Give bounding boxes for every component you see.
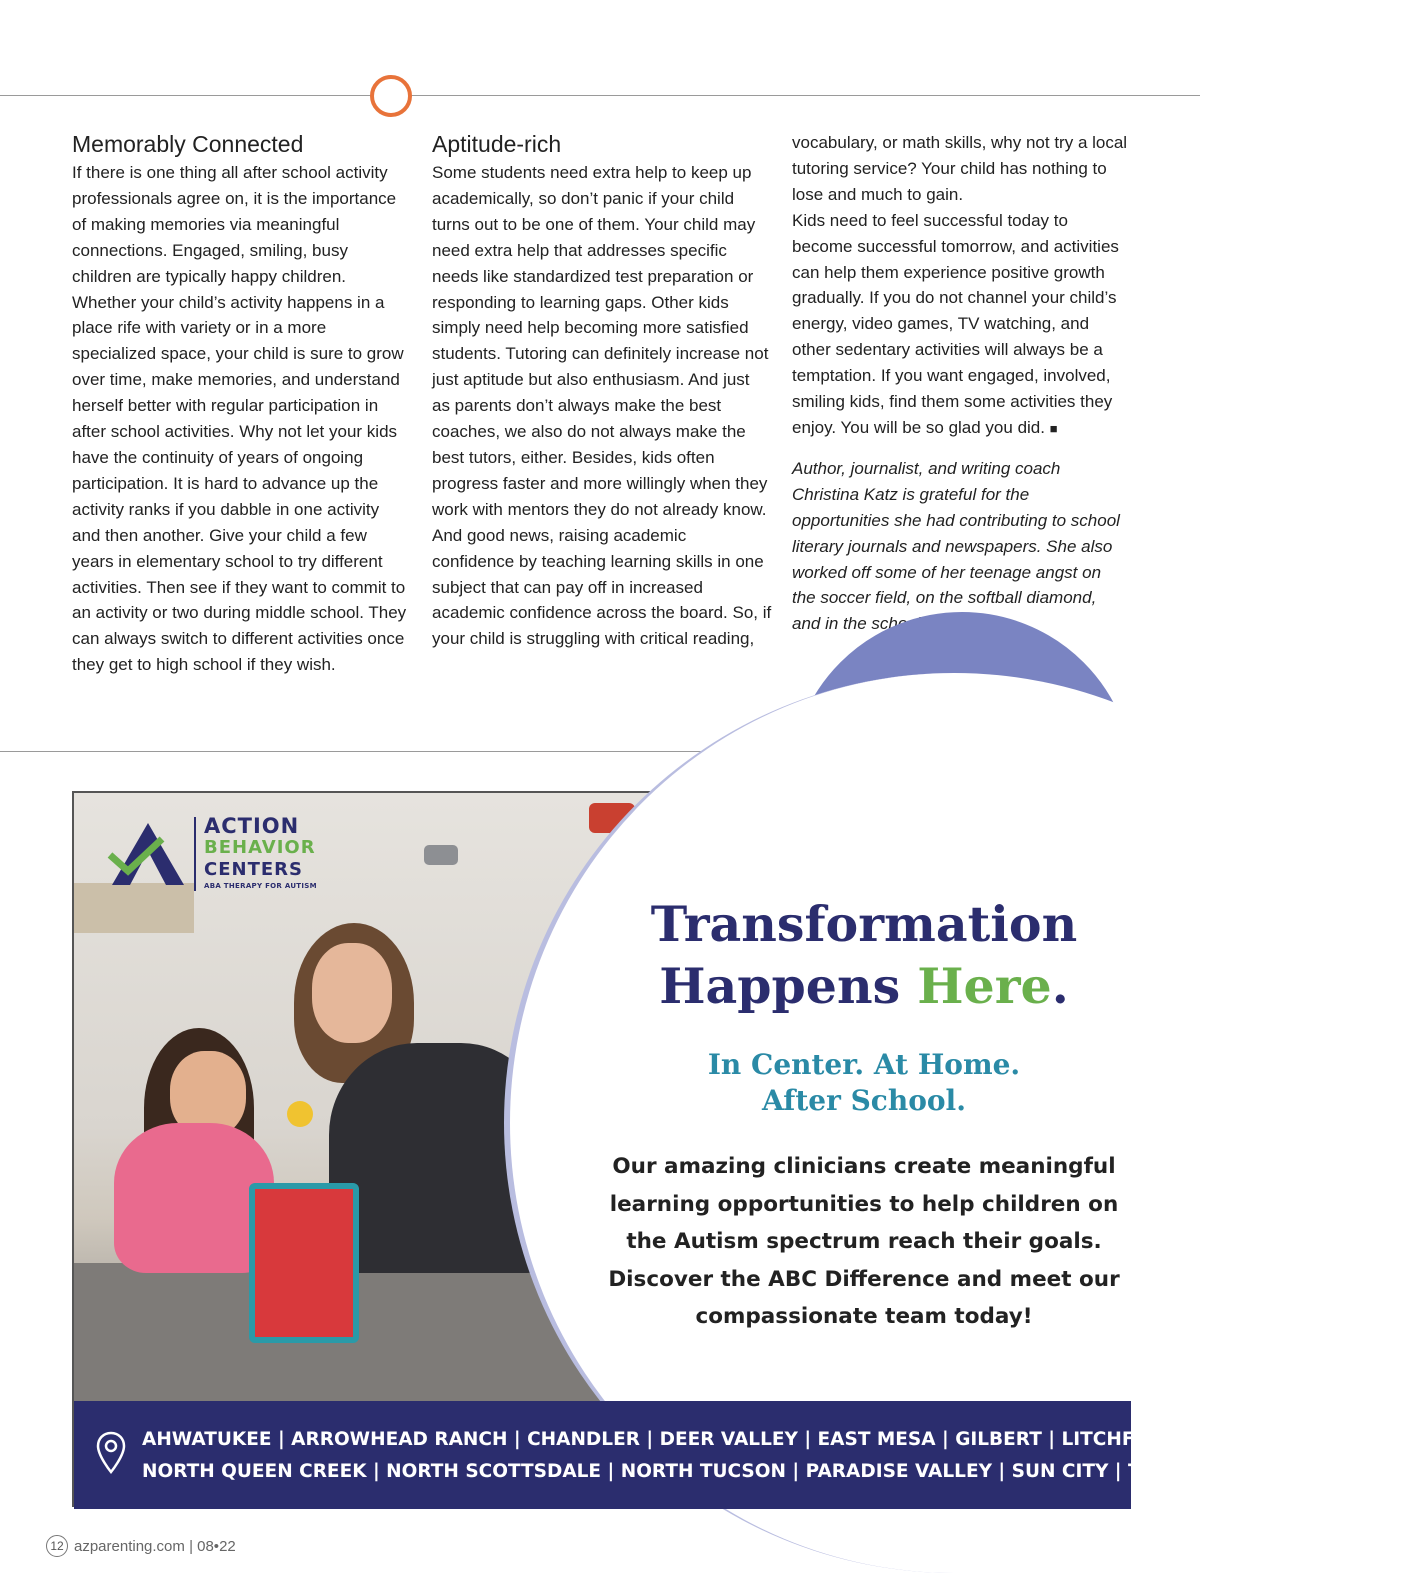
page-number: 12 — [46, 1535, 68, 1557]
logo-line-centers: CENTERS — [204, 859, 303, 880]
body-line: learning opportunities to help children on — [609, 1191, 1119, 1217]
logo-tagline: ABA THERAPY FOR AUTISM — [204, 882, 317, 890]
end-mark: ■ — [1049, 420, 1058, 436]
advertisement-action-behavior-centers[interactable] — [72, 791, 1243, 1507]
section-body-conclusion — [792, 208, 1132, 442]
section-body: Some students need extra help to keep up academically, so don’t panic if your child turns out to be one of them. Your child may need extra help that addresses specific needs like standardized test preparation or responding to learning gaps. Other kids simply need help becoming more satisfied students. Tutoring can definitely increase not just aptitude but also enthusiasm. And just as parents don’t always make the best coaches, we also do not always make the best tutors, either. Besides, kids often progress faster and more willingly when they work with mentors they do not already know. And good news, raising academic confidence by teaching learning skills in one subject that can pay off in increased academic confidence across the board. So, if your child is struggling with critical reading, — [432, 163, 772, 649]
headline-here: Here — [917, 957, 1052, 1015]
body-line: compassionate team today! — [695, 1304, 1033, 1329]
column-continued — [792, 130, 1132, 637]
conclusion-text: Kids need to feel successful today to become successful tomorrow, and activities can help them experience positive growth gradually. If you do not channel your child’s energy, video games, TV watching, and other sedentary activities will always be a temptation. If you want engaged, involved, smiling kids, find them some activities they enjoy. You will be so glad you did. — [792, 210, 1119, 437]
subheadline-line-1: In Center. At Home. — [707, 1048, 1021, 1081]
toy-shape-sorter — [249, 1183, 359, 1343]
section-heading: Memorably Connected — [72, 131, 304, 157]
headline-line-2 — [594, 955, 1134, 1017]
clinician-face — [312, 943, 392, 1043]
toy-ball — [287, 1101, 313, 1127]
logo-wordmark — [204, 815, 317, 891]
ad-headline — [594, 893, 1134, 1017]
section-body: If there is one thing all after school activity professionals agree on, it is the importance of making memories via meaningful connections. Engaged, smiling, busy children are typically happy children. Whether your child’s activity happens in a place rife with variety or in a more specialized space, your child is sure to grow over time, make memories, and understand herself better with regular participation in after school activities. Why not let your kids have the continuity of years of ongoing participation. It is hard to advance up the activity ranks if you dabble in one activity and then another. Give your child a few years in elementary school to try different activities. Then see if they want to commit to an activity or two during middle school. They can always switch to different activities once they get to high school if they wish. — [72, 163, 407, 675]
column-aptitude-rich — [432, 130, 772, 652]
top-rule — [0, 95, 1200, 96]
logo-line-action: ACTION — [204, 814, 300, 838]
abc-logo-mark-icon — [108, 821, 188, 887]
section-body-continued: vocabulary, or math skills, why not try a local tutoring service? Your child has nothing to lose and much to gain. — [792, 133, 1128, 204]
headline-line-1: Transformation — [650, 895, 1078, 953]
map-pin-icon — [96, 1431, 126, 1475]
page-footer — [46, 1535, 236, 1557]
ad-subheadline — [594, 1047, 1134, 1119]
locations-bar — [74, 1401, 1243, 1509]
locations-line-1: AHWATUKEE | ARROWHEAD RANCH | CHANDLER | DEER VALLEY | EAST MESA | GILBERT | LITCHFIELD PARK — [142, 1429, 1243, 1450]
toy-car-gray — [424, 845, 458, 865]
abc-logo — [108, 815, 358, 900]
ad-body-copy — [594, 1148, 1134, 1336]
body-line: Discover the ABC Difference and meet our — [608, 1266, 1120, 1292]
column-memorably-connected — [72, 130, 412, 678]
headline-period: . — [1051, 957, 1069, 1015]
body-line: the Autism spectrum reach their goals. — [626, 1229, 1102, 1254]
subheadline-line-2: After School. — [762, 1084, 966, 1117]
logo-separator — [194, 817, 196, 891]
locations-line-2: NORTH QUEEN CREEK | NORTH SCOTTSDALE | NORTH TUCSON | PARADISE VALLEY | SUN CITY | TEMPE — [142, 1461, 1198, 1482]
headline-happens: Happens — [659, 957, 918, 1015]
body-line: Our amazing clinicians create meaningful — [612, 1154, 1116, 1179]
orange-ring-ornament — [370, 75, 412, 117]
author-bio: Author, journalist, and writing coach Christina Katz is grateful for the opportunities she had contributing to school literary journals and newspapers. She also worked off some of her teenage angst on the soccer field, on the softball diamond, and in the school pool. — [792, 458, 1120, 634]
section-heading: Aptitude-rich — [432, 131, 562, 157]
footer-text: azparenting.com | 08•22 — [74, 1537, 236, 1555]
logo-line-behavior: BEHAVIOR — [204, 837, 316, 858]
